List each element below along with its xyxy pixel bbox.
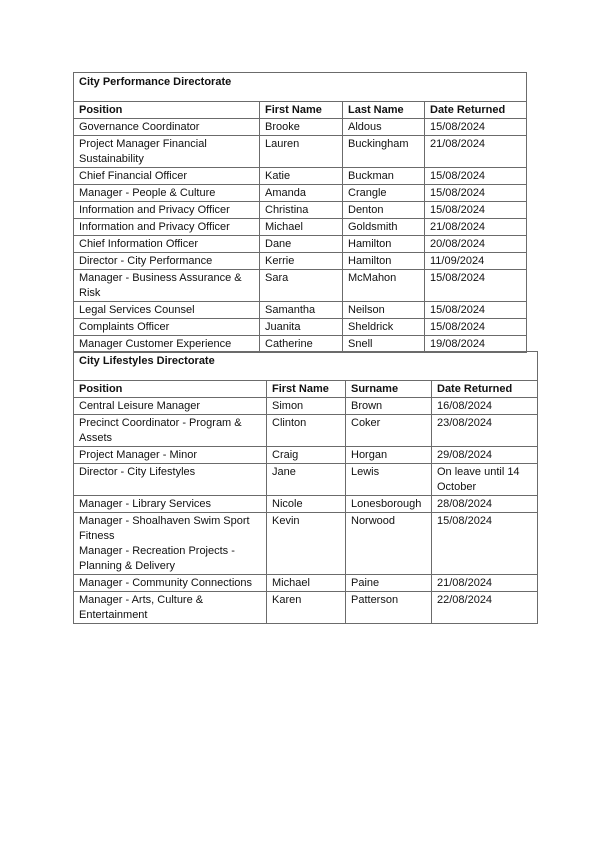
table-row [74,136,527,168]
cell-position: Complaints Officer [74,319,260,336]
cell-date-returned: 21/08/2024 [432,575,538,592]
table-row [74,270,527,302]
cell-surname: Brown [346,398,432,415]
cell-first-name: Michael [260,219,343,236]
cell-position-text: Project Manager - Minor [79,449,197,461]
cell-position [74,398,267,415]
cell-date-returned: 29/08/2024 [432,447,538,464]
cell-first-name: Amanda [260,185,343,202]
cell-position: Manager - People & Culture [74,185,260,202]
cell-surname: Patterson [346,592,432,624]
cell-first-name: Kerrie [260,253,343,270]
cell-first-name: Clinton [267,415,346,447]
cell-first-name: Katie [260,168,343,185]
cell-position [74,415,267,447]
cell-first-name: Dane [260,236,343,253]
cell-position: Chief Financial Officer [74,168,260,185]
cell-date-returned: 15/08/2024 [425,168,527,185]
cell-position-continuation: Manager - Recreation Projects - Planning & Delivery [79,545,235,572]
cell-position: Governance Coordinator [74,119,260,136]
cell-first-name: Lauren [260,136,343,168]
cell-surname: Horgan [346,447,432,464]
table-title: City Lifestyles Directorate [74,352,538,381]
table-row [74,253,527,270]
cell-position-text: Central Leisure Manager [79,400,201,412]
column-header-first-name: First Name [260,102,343,119]
cell-last-name: Buckman [343,168,425,185]
cell-position: Project Manager Financial Sustainability [74,136,260,168]
cell-date-returned: 22/08/2024 [432,592,538,624]
cell-surname: Paine [346,575,432,592]
table-row [74,319,527,336]
cell-date-returned: 28/08/2024 [432,496,538,513]
cell-last-name: Hamilton [343,253,425,270]
cell-date-returned: On leave until 14 October [432,464,538,496]
cell-first-name: Craig [267,447,346,464]
cell-surname: Norwood [346,513,432,575]
cell-first-name: Jane [267,464,346,496]
cell-surname: Lewis [346,464,432,496]
cell-last-name: Hamilton [343,236,425,253]
cell-first-name: Sara [260,270,343,302]
column-header-position: Position [74,102,260,119]
table-row [74,168,527,185]
cell-date-returned: 16/08/2024 [432,398,538,415]
cell-last-name: Sheldrick [343,319,425,336]
column-header-date-returned: Date Returned [432,381,538,398]
table-title: City Performance Directorate [74,73,527,102]
table-row [74,185,527,202]
cell-position-text: Director - City Lifestyles [79,466,196,478]
cell-position: Legal Services Counsel [74,302,260,319]
column-header-surname: Surname [346,381,432,398]
table-row [74,219,527,236]
cell-date-returned: 19/08/2024 [425,336,527,353]
cell-last-name: Crangle [343,185,425,202]
column-header-date-returned: Date Returned [425,102,527,119]
table-row [74,464,538,496]
cell-surname: Lonesborough [346,496,432,513]
cell-last-name: Aldous [343,119,425,136]
table-row [74,496,538,513]
cell-position-text: Manager - Community Connections [79,577,253,589]
cell-last-name: Denton [343,202,425,219]
cell-date-returned: 23/08/2024 [432,415,538,447]
cell-first-name: Brooke [260,119,343,136]
cell-date-returned: 15/08/2024 [425,270,527,302]
cell-position [74,447,267,464]
cell-last-name: McMahon [343,270,425,302]
cell-date-returned: 15/08/2024 [432,513,538,575]
column-header-position: Position [74,381,267,398]
cell-date-returned: 21/08/2024 [425,219,527,236]
cell-date-returned: 15/08/2024 [425,202,527,219]
cell-first-name: Kevin [267,513,346,575]
cell-first-name: Juanita [260,319,343,336]
cell-position-text: Manager - Library Services [79,498,212,510]
cell-position: Chief Information Officer [74,236,260,253]
cell-date-returned: 20/08/2024 [425,236,527,253]
column-header-last-name: Last Name [343,102,425,119]
cell-date-returned: 15/08/2024 [425,119,527,136]
cell-position [74,592,267,624]
cell-position: Manager - Business Assurance & Risk [74,270,260,302]
table-row [74,398,538,415]
table-row [74,336,527,353]
cell-position [74,575,267,592]
cell-last-name: Goldsmith [343,219,425,236]
cell-last-name: Neilson [343,302,425,319]
cell-first-name: Catherine [260,336,343,353]
cell-position: Information and Privacy Officer [74,219,260,236]
cell-position [74,464,267,496]
table-row [74,236,527,253]
table-row [74,119,527,136]
cell-position-text: Precinct Coordinator - Program & Assets [79,417,242,444]
table-row [74,513,538,575]
cell-first-name: Simon [267,398,346,415]
cell-position: Director - City Performance [74,253,260,270]
cell-first-name: Karen [267,592,346,624]
cell-position [74,513,267,575]
cell-first-name: Samantha [260,302,343,319]
table-row [74,302,527,319]
cell-first-name: Christina [260,202,343,219]
city-performance-table [73,72,527,353]
cell-date-returned: 15/08/2024 [425,302,527,319]
cell-position: Information and Privacy Officer [74,202,260,219]
cell-position-text: Manager - Arts, Culture & Entertainment [79,594,204,621]
cell-last-name: Snell [343,336,425,353]
cell-first-name: Michael [267,575,346,592]
cell-last-name: Buckingham [343,136,425,168]
table-row [74,415,538,447]
city-lifestyles-table [73,351,538,624]
table-row [74,592,538,624]
cell-date-returned: 15/08/2024 [425,185,527,202]
table-row [74,575,538,592]
cell-date-returned: 11/09/2024 [425,253,527,270]
table-row [74,447,538,464]
cell-position-text: Manager - Shoalhaven Swim Sport Fitness [79,515,250,542]
column-header-first-name: First Name [267,381,346,398]
cell-surname: Coker [346,415,432,447]
cell-date-returned: 15/08/2024 [425,319,527,336]
table-row [74,202,527,219]
cell-position [74,496,267,513]
cell-first-name: Nicole [267,496,346,513]
cell-position: Manager Customer Experience [74,336,260,353]
cell-date-returned: 21/08/2024 [425,136,527,168]
